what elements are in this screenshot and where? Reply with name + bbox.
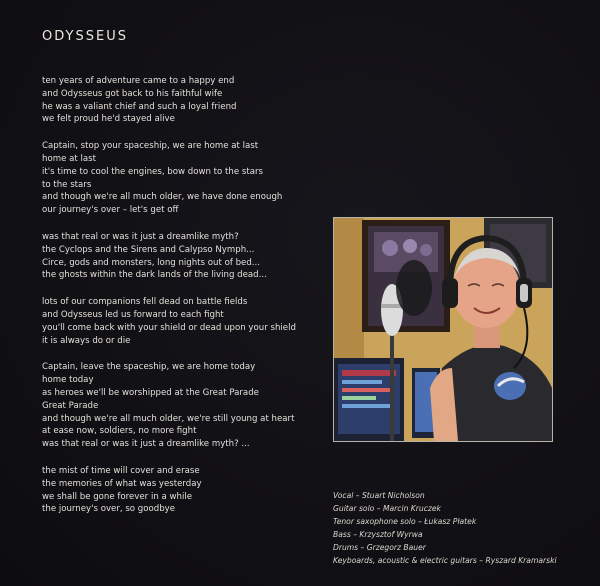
lyric-line: Circe, gods and monsters, long nights out of bed... [42, 257, 260, 268]
stanza [42, 296, 322, 347]
lyric-line: and though we're all much older, we have done enough [42, 192, 283, 203]
lyric-line: the Cyclops and the Sirens and Calypso Nymph... [42, 244, 255, 255]
lyric-line: as heroes we'll be worshipped at the Great Parade [42, 387, 259, 398]
credits-block [333, 489, 595, 567]
lyric-line: ten years of adventure came to a happy end [42, 76, 235, 86]
stanza [42, 140, 322, 217]
lyric-line: lots of our companions fell dead on battle fields [42, 297, 248, 308]
stanza [42, 75, 322, 126]
lyric-line: you'll come back with your shield or dead upon your shield [42, 322, 296, 333]
credit-line: Bass – Krzysztof Wyrwa [333, 530, 423, 539]
lyric-line: our journey's over – let's get off [42, 205, 179, 216]
lyric-line: the memories of what was yesterday [42, 478, 202, 489]
lyric-line: and Odysseus led us forward to each fight [42, 309, 224, 320]
stanza [42, 361, 322, 451]
lyric-line: at ease now, soldiers, no more fight [42, 426, 197, 437]
song-title: ODYSSEUS [42, 29, 128, 44]
lyric-line: Great Parade [42, 400, 99, 411]
stanza [42, 465, 322, 516]
musician-photo-icon [334, 218, 552, 441]
lyric-line: Captain, stop your spaceship, we are home at last [42, 141, 259, 152]
credit-line: Guitar solo – Marcin Kruczek [333, 504, 441, 513]
lyric-line: and Odysseus got back to his faithful wife [42, 88, 223, 99]
lyric-line: the journey's over, so goodbye [42, 504, 176, 515]
credit-line: Keyboards, acoustic & electric guitars – Ryszard Kramarski [333, 556, 557, 565]
lyric-line: it is always do or die [42, 335, 131, 346]
credit-line: Tenor saxophone solo – Łukasz Płatek [333, 517, 477, 526]
lyric-line: home at last [42, 153, 96, 164]
credit-line: Drums – Grzegorz Bauer [333, 543, 426, 552]
lyric-line: home today [42, 375, 94, 386]
lyric-line: he was a valiant chief and such a loyal friend [42, 101, 237, 112]
musician-photo [333, 217, 553, 442]
lyric-line: Captain, leave the spaceship, we are home today [42, 362, 256, 373]
credit-line: Vocal – Stuart Nicholson [333, 491, 425, 500]
lyrics-block [42, 75, 322, 530]
lyric-line: we felt proud he'd stayed alive [42, 114, 175, 125]
stanza [42, 231, 322, 282]
lyric-line: the ghosts within the dark lands of the living dead... [42, 270, 267, 281]
lyric-line: was that real or was it just a dreamlike myth? ... [42, 439, 250, 450]
lyric-line: and though we're all much older, we're still young at heart [42, 413, 295, 424]
lyric-line: the mist of time will cover and erase [42, 465, 200, 476]
lyric-line: was that real or was it just a dreamlike myth? [42, 231, 239, 242]
lyric-line: we shall be gone forever in a while [42, 491, 193, 502]
lyric-line: it's time to cool the engines, bow down to the stars [42, 166, 263, 177]
lyric-line: to the stars [42, 179, 92, 190]
